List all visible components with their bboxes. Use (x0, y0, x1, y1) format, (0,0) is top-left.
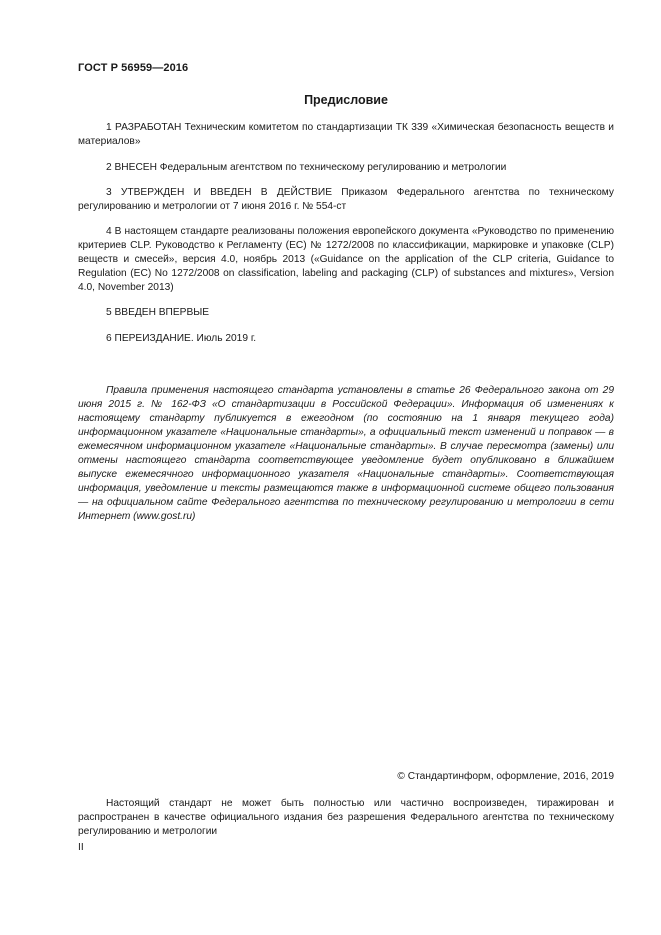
foreword-item-5 (78, 306, 614, 320)
standard-usage-notice-text: Правила применения настоящего стандарта установлены в статье 26 Федерального закона от 29 июня 2015 г. № 162-ФЗ «О стандартизации в Российской Федерации». Информация об изменениях к настоящему стандарту публикуется в ежегодном (по состоянию на 1 января текущего года) информационном указателе «Национальные стандарты», а официальный текст изменений и поправок — в ежемесячном информационном указателе «Национальные стандарты». В случае пересмотра (замены) или отмены настоящего стандарта соответствующее уведомление будет опубликовано в ближайшем выпуске ежемесячного информационного указателя «Национальные стандарты». Соответствующая информация, уведомление и тексты размещаются также в информационной системе общего пользования — на официальном сайте Федерального агентства по техническому регулированию и метрологии в сети Интернет (www.gost.ru) (78, 385, 614, 522)
foreword-item-text: 3 УТВЕРЖДЕН И ВВЕДЕН В ДЕЙСТВИЕ Приказом Федерального агентства по техническому регулированию и метрологии от 7 июня 2016 г. № 554-ст (78, 187, 614, 212)
foreword-item-6 (78, 332, 614, 346)
foreword-item-1 (78, 121, 614, 149)
page-number: II (78, 842, 84, 853)
document-code: ГОСТ Р 56959—2016 (78, 62, 189, 74)
foreword-item-text: 2 ВНЕСЕН Федеральным агентством по техническому регулированию и метрологии (106, 162, 507, 173)
section-title: Предисловие (304, 93, 388, 107)
foreword-item-2 (78, 161, 614, 175)
foreword-item-text: 6 ПЕРЕИЗДАНИЕ. Июль 2019 г. (106, 333, 257, 344)
reproduction-notice-text: Настоящий стандарт не может быть полностью или частично воспроизведен, тиражирован и распространен в качестве официального издания без разрешения Федерального агентства по техническому регулированию и метрологии (78, 798, 614, 837)
foreword-item-text: 4 В настоящем стандарте реализованы положения европейского документа «Руководство по применению критериев CLP. Руководство к Регламенту (ЕС) № 1272/2008 по классификации, маркировке и упаковке (CLP) веществ и смесей», версия 4.0, ноябрь 2013 («Guidance on the application of the CLP criteria, Guidance to Regulation (EC) No 1272/2008 on classification, labeling and packaging (CLP) of substances and mixtures», Version 4.0, November 2013) (78, 226, 614, 293)
reproduction-notice (78, 797, 614, 839)
foreword-item-4 (78, 225, 614, 295)
foreword-item-text: 1 РАЗРАБОТАН Техническим комитетом по стандартизации ТК 339 «Химическая безопасность веществ и материалов» (78, 122, 614, 147)
foreword-item-text: 5 ВВЕДЕН ВПЕРВЫЕ (106, 307, 210, 318)
copyright-line: © Стандартинформ, оформление, 2016, 2019 (397, 771, 614, 782)
foreword-item-3 (78, 186, 614, 214)
standard-usage-notice (78, 384, 614, 524)
